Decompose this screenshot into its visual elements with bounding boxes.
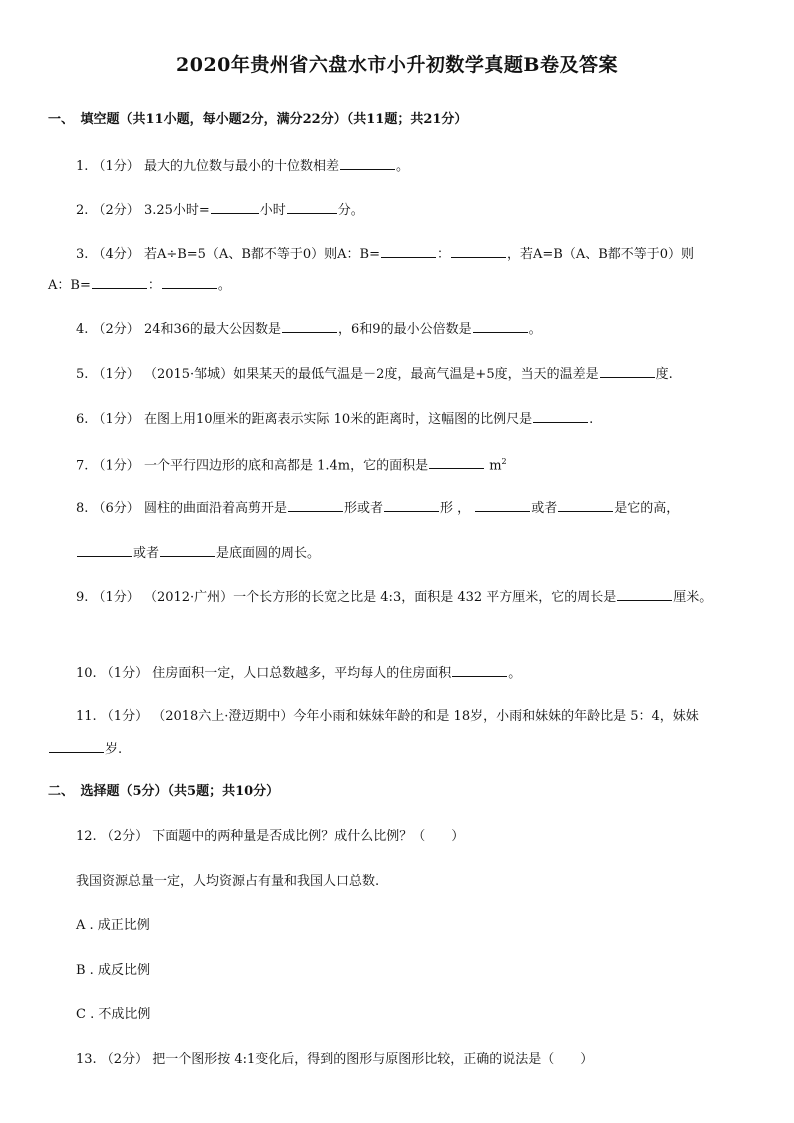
question-12: 12. （2分） 下面题中的两种量是否成比例？成什么比例？（ ） — [76, 829, 465, 844]
answer-blank[interactable] — [49, 740, 104, 753]
question-5 — [76, 365, 673, 383]
question-text: 小时 — [259, 203, 286, 218]
question-text: ，若A=B（A、B都不等于0）则 — [507, 247, 695, 262]
answer-blank[interactable] — [288, 499, 343, 512]
answer-blank[interactable] — [429, 456, 484, 469]
question-text: 是它的高， — [614, 501, 680, 516]
option-a[interactable]: A . 成正比例 — [76, 918, 150, 933]
section-heading-choice: 二、 选择题（5分）（共5题；共10分） — [48, 784, 280, 799]
question-text: 。 — [528, 322, 542, 337]
question-text: 4. （2分） 24和36的最大公因数是 — [76, 322, 282, 337]
answer-blank[interactable] — [340, 157, 395, 170]
question-1 — [76, 157, 409, 175]
question-text: 分。 — [337, 203, 364, 218]
question-text: 是底面圆的周长。 — [216, 546, 321, 561]
question-text: ： — [436, 247, 450, 262]
answer-blank[interactable] — [617, 588, 672, 601]
question-10 — [76, 664, 521, 682]
answer-blank[interactable] — [600, 365, 655, 378]
question-text: 6. （1分） 在图上用10厘米的距离表示实际 10米的距离时，这幅图的比例尺是 — [76, 412, 533, 427]
question-text: 10. （1分） 住房面积一定，人口总数越多，平均每人的住房面积 — [76, 666, 452, 681]
question-8 — [76, 499, 679, 517]
answer-blank[interactable] — [473, 320, 528, 333]
question-text: 7. （1分） 一个平行四边形的底和高都是 1.4m，它的面积是 — [76, 458, 429, 474]
question-11 — [76, 709, 699, 725]
question-text: ： — [147, 278, 161, 293]
question-text: 11. （1分） （2018六上·澄迈期中）今年小雨和妹妹年龄的和是 18岁，小雨和妹妹的年龄比是 5：4，妹妹 — [76, 709, 699, 724]
answer-blank[interactable] — [282, 320, 337, 333]
question-text: ，6和9的最小公倍数是 — [338, 322, 472, 337]
answer-blank[interactable] — [211, 201, 259, 214]
question-text: 或者 — [133, 546, 160, 561]
question-text: 。 — [395, 159, 409, 174]
document-title: 2020年贵州省六盘水市小升初数学真题B卷及答案 — [176, 54, 618, 76]
question-text: 岁. — [105, 742, 123, 757]
question-text: 厘米。 — [673, 590, 713, 605]
question-text: 形或者 — [343, 501, 383, 516]
answer-blank[interactable] — [162, 276, 217, 289]
question-text: 3. （4分） 若A÷B=5（A、B都不等于0）则A：B= — [76, 247, 380, 262]
question-8-continued — [76, 544, 320, 562]
answer-blank[interactable] — [452, 664, 507, 677]
question-text: 形 ， — [439, 501, 471, 516]
question-text: 9. （1分） （2012·广州）一个长方形的长宽之比是 4:3，面积是 432 平方厘米，它的周长是 — [76, 590, 617, 605]
question-text: 或者 — [531, 501, 558, 516]
question-9 — [76, 588, 712, 606]
answer-blank[interactable] — [381, 245, 436, 258]
question-text: 5. （1分） （2015·邹城）如果某天的最低气温是－2度，最高气温是+5度，当天的温差是 — [76, 367, 599, 382]
question-6 — [76, 410, 593, 428]
question-text: . — [589, 412, 594, 427]
question-2 — [76, 201, 364, 219]
unit-exponent: 2 — [501, 457, 507, 466]
question-13: 13. （2分） 把一个图形按 4:1变化后，得到的图形与原图形比较，正确的说法是（ ） — [76, 1052, 594, 1067]
question-11-continued — [48, 740, 122, 758]
answer-blank[interactable] — [77, 544, 132, 557]
question-text: 8. （6分） 圆柱的曲面沿着高剪开是 — [76, 501, 287, 516]
option-c[interactable]: C . 不成比例 — [76, 1007, 151, 1022]
answer-blank[interactable] — [533, 410, 588, 423]
question-3-continued — [48, 276, 231, 294]
question-text: 1. （1分） 最大的九位数与最小的十位数相差 — [76, 159, 339, 174]
question-text: 度. — [655, 367, 673, 382]
question-text: A：B= — [48, 278, 91, 293]
answer-blank[interactable] — [451, 245, 506, 258]
answer-blank[interactable] — [160, 544, 215, 557]
answer-blank[interactable] — [475, 499, 530, 512]
unit-text: m — [489, 458, 502, 474]
answer-blank[interactable] — [92, 276, 147, 289]
question-7 — [76, 454, 507, 474]
answer-blank[interactable] — [384, 499, 439, 512]
question-text: 。 — [217, 278, 231, 293]
section-heading-fill-in: 一、 填空题（共11小题，每小题2分，满分22分）（共11题；共21分） — [48, 112, 468, 127]
question-3 — [76, 245, 694, 263]
question-text: 2. （2分） 3.25小时= — [76, 203, 210, 218]
question-text: 。 — [508, 666, 522, 681]
option-b[interactable]: B . 成反比例 — [76, 963, 150, 978]
answer-blank[interactable] — [287, 201, 337, 214]
question-4 — [76, 320, 542, 338]
question-12-body: 我国资源总量一定，人均资源占有量和我国人口总数. — [76, 874, 380, 889]
answer-blank[interactable] — [558, 499, 613, 512]
